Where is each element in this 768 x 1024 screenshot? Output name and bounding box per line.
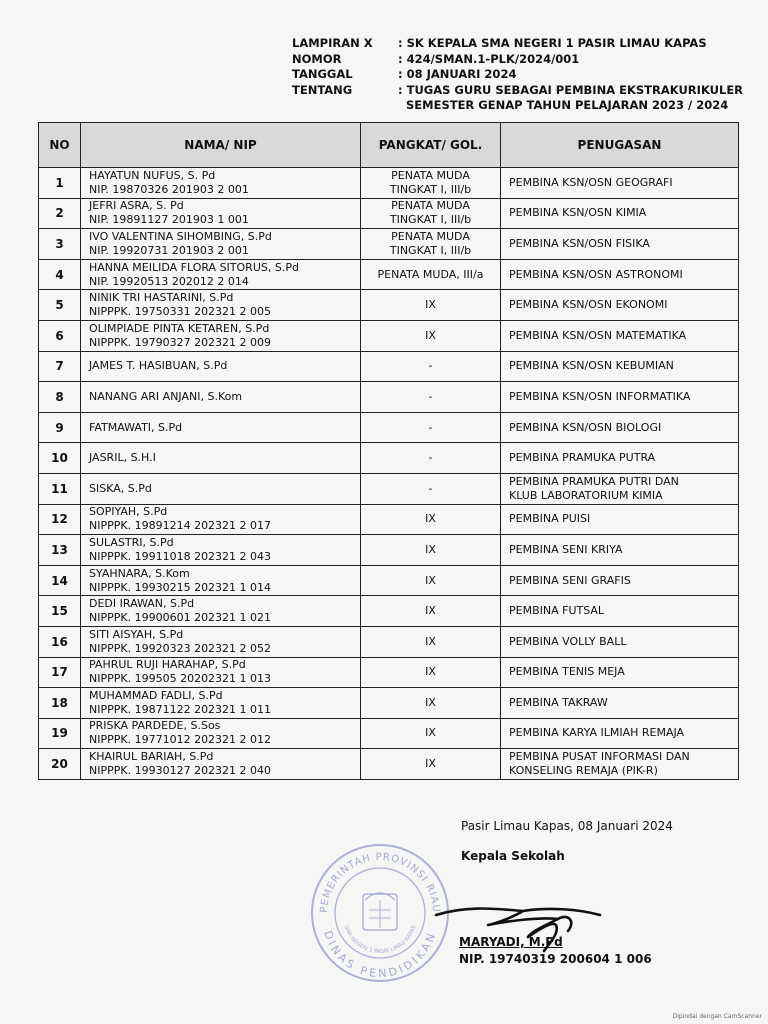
rank-cell (361, 626, 501, 657)
assignment-line-1: PEMBINA KSN/OSN FISIKA (509, 236, 650, 250)
rank-cell (361, 168, 501, 199)
assignment-line-1: PEMBINA KSN/OSN BIOLOGI (509, 420, 662, 434)
table-row (39, 382, 739, 413)
row-number: 18 (39, 688, 81, 719)
row-number: 19 (39, 718, 81, 749)
name-nip-cell (81, 596, 361, 627)
rank-line-1: IX (425, 757, 436, 771)
rank-line-1: - (428, 359, 433, 373)
row-number: 13 (39, 535, 81, 566)
assignment-cell (501, 443, 739, 474)
teacher-name: HANNA MEILIDA FLORA SITORUS, S.Pd (89, 260, 299, 274)
row-number: 10 (39, 443, 81, 474)
table-row (39, 412, 739, 443)
assignment-line-1: PEMBINA KSN/OSN KIMIA (509, 206, 647, 220)
rank-cell (361, 443, 501, 474)
rank-line-1: IX (425, 512, 436, 526)
row-number: 14 (39, 565, 81, 596)
assignment-cell (501, 473, 739, 504)
row-number: 4 (39, 259, 81, 290)
assignment-line-1: PEMBINA VOLLY BALL (509, 634, 627, 648)
name-nip-cell (81, 290, 361, 321)
row-number: 3 (39, 229, 81, 260)
teacher-nip: NIPPPK. 19920323 202321 2 052 (89, 641, 272, 655)
assignment-line-1: PEMBINA TENIS MEJA (509, 665, 625, 679)
header-row-tanggal (292, 67, 738, 83)
assignment-cell (501, 412, 739, 443)
table-row (39, 504, 739, 535)
teacher-name: SOPIYAH, S.Pd (89, 505, 168, 519)
signer-name: MARYADI, M.Pd (459, 935, 563, 949)
document-header (292, 36, 744, 114)
table-row (39, 229, 739, 260)
assignment-line-1: PEMBINA SENI KRIYA (509, 542, 623, 556)
rank-line-1: - (428, 481, 433, 495)
row-number: 7 (39, 351, 81, 382)
teacher-name: SYAHNARA, S.Kom (89, 566, 190, 580)
header-row-lampiran (292, 36, 738, 52)
header-row-nomor (292, 52, 738, 68)
table-row (39, 320, 739, 351)
rank-cell (361, 473, 501, 504)
rank-line-1: PENATA MUDA, III/a (377, 267, 484, 281)
name-nip-cell (81, 229, 361, 260)
assignment-cell (501, 351, 739, 382)
name-nip-cell (81, 565, 361, 596)
header-tentang-continuation: SEMESTER GENAP TAHUN PELAJARAN 2023 / 2024 (406, 98, 729, 112)
column-header-no: NO (39, 123, 81, 168)
table-row (39, 198, 739, 229)
header-value: : SK KEPALA SMA NEGERI 1 PASIR LIMAU KAPAS (398, 36, 707, 50)
name-nip-cell (81, 382, 361, 413)
teacher-name: HAYATUN NUFUS, S. Pd (89, 168, 216, 182)
row-number: 11 (39, 473, 81, 504)
row-number: 16 (39, 626, 81, 657)
rank-cell (361, 596, 501, 627)
assignment-line-1: PEMBINA KSN/OSN ASTRONOMI (509, 267, 683, 281)
assignment-line-1: PEMBINA TAKRAW (509, 695, 608, 709)
teacher-nip: NIP. 19920731 201903 2 001 (89, 243, 249, 257)
name-nip-cell (81, 320, 361, 351)
name-nip-cell (81, 412, 361, 443)
teacher-nip: NIPPPK. 19930215 202321 1 014 (89, 580, 272, 594)
assignment-cell (501, 565, 739, 596)
rank-line-1: IX (425, 328, 436, 342)
assignment-cell (501, 749, 739, 780)
rank-line-1: IX (425, 604, 436, 618)
rank-line-2: TINGKAT I, III/b (389, 243, 472, 257)
teacher-nip: NIP. 19891127 201903 1 001 (89, 213, 249, 227)
rank-cell (361, 198, 501, 229)
teacher-name: SITI AISYAH, S.Pd (89, 627, 184, 641)
assignment-cell (501, 626, 739, 657)
table-header-row (39, 123, 739, 168)
teacher-name: DEDI IRAWAN, S.Pd (89, 597, 195, 611)
name-nip-cell (81, 657, 361, 688)
scanner-watermark: Dipindai dengan CamScanner (672, 1013, 762, 1020)
teacher-nip: NIPPPK. 19900601 202321 1 021 (89, 611, 272, 625)
rank-cell (361, 259, 501, 290)
table-row (39, 626, 739, 657)
assignment-line-1: PEMBINA KARYA ILMIAH REMAJA (509, 726, 685, 740)
teacher-name: JEFRI ASRA, S. Pd (89, 199, 184, 213)
rank-cell (361, 504, 501, 535)
column-header-penugasan: PENUGASAN (501, 123, 739, 168)
teacher-nip: NIPPPK. 19790327 202321 2 009 (89, 335, 272, 349)
rank-cell (361, 229, 501, 260)
assignment-cell (501, 596, 739, 627)
assignment-line-1: PEMBINA KSN/OSN GEOGRAFI (509, 175, 673, 189)
assignment-cell (501, 168, 739, 199)
teacher-name: MUHAMMAD FADLI, S.Pd (89, 688, 223, 702)
name-nip-cell (81, 443, 361, 474)
rank-line-2: TINGKAT I, III/b (389, 213, 472, 227)
assignment-table (38, 122, 739, 780)
teacher-nip: NIPPPK. 19891214 202321 2 017 (89, 519, 272, 533)
table-row (39, 168, 739, 199)
teacher-name: FATMAWATI, S.Pd (89, 420, 183, 434)
header-value: : 08 JANUARI 2024 (398, 67, 517, 81)
column-header-nama-nip: NAMA/ NIP (81, 123, 361, 168)
teacher-name: SISKA, S.Pd (89, 481, 152, 495)
assignment-line-1: PEMBINA SENI GRAFIS (509, 573, 631, 587)
assignment-line-1: PEMBINA KSN/OSN KEBUMIAN (509, 359, 674, 373)
teacher-nip: NIPPPK. 19871122 202321 1 011 (89, 702, 272, 716)
assignment-cell (501, 320, 739, 351)
name-nip-cell (81, 168, 361, 199)
stamp-top-text: PEMERINTAH PROVINSI RIAU (318, 851, 442, 914)
header-row-tentang (292, 82, 744, 99)
teacher-name: OLIMPIADE PINTA KETAREN, S.Pd (89, 321, 270, 335)
rank-cell (361, 657, 501, 688)
row-number: 8 (39, 382, 81, 413)
rank-cell (361, 718, 501, 749)
signer-nip: NIP. 19740319 200604 1 006 (459, 952, 652, 966)
header-label: LAMPIRAN X (292, 36, 373, 50)
rank-cell (361, 412, 501, 443)
teacher-name: KHAIRUL BARIAH, S.Pd (89, 750, 214, 764)
rank-cell (361, 290, 501, 321)
column-header-pangkat: PANGKAT/ GOL. (361, 123, 501, 168)
rank-line-1: PENATA MUDA (391, 229, 470, 243)
header-label: TANGGAL (292, 67, 353, 81)
teacher-name: JASRIL, S.H.I (89, 451, 156, 465)
assignment-cell (501, 229, 739, 260)
assignment-cell (501, 688, 739, 719)
rank-cell (361, 688, 501, 719)
rank-line-1: IX (425, 665, 436, 679)
name-nip-cell (81, 749, 361, 780)
signer-role: Kepala Sekolah (461, 849, 565, 863)
stamp-inner-text: SMA NEGERI 1 PASIR LIMAU KAPAS (342, 924, 418, 956)
rank-line-1: IX (425, 542, 436, 556)
name-nip-cell (81, 626, 361, 657)
table-row (39, 565, 739, 596)
assignment-cell (501, 290, 739, 321)
teacher-nip: NIPPPK. 19930127 202321 2 040 (89, 764, 272, 778)
table-row (39, 718, 739, 749)
assignment-line-2: KONSELING REMAJA (PIK-R) (509, 764, 658, 778)
name-nip-cell (81, 718, 361, 749)
assignment-line-1: PEMBINA KSN/OSN INFORMATIKA (509, 389, 691, 403)
rank-line-1: IX (425, 695, 436, 709)
table-row (39, 290, 739, 321)
row-number: 9 (39, 412, 81, 443)
teacher-name: JAMES T. HASIBUAN, S.Pd (89, 359, 228, 373)
rank-line-1: - (428, 420, 433, 434)
table-row (39, 443, 739, 474)
assignment-line-1: PEMBINA KSN/OSN MATEMATIKA (509, 328, 687, 342)
table-row (39, 259, 739, 290)
rank-cell (361, 749, 501, 780)
stamp-bottom-text: DINAS PENDIDIKAN (321, 929, 439, 981)
teacher-nip: NIP. 19870326 201903 2 001 (89, 182, 249, 196)
rank-cell (361, 382, 501, 413)
place-date: Pasir Limau Kapas, 08 Januari 2024 (461, 819, 673, 833)
rank-line-1: PENATA MUDA (391, 168, 470, 182)
name-nip-cell (81, 198, 361, 229)
assignment-line-1: PEMBINA KSN/OSN EKONOMI (509, 298, 668, 312)
teacher-name: IVO VALENTINA SIHOMBING, S.Pd (89, 229, 272, 243)
row-number: 6 (39, 320, 81, 351)
name-nip-cell (81, 259, 361, 290)
rank-cell (361, 535, 501, 566)
assignment-line-1: PEMBINA PRAMUKA PUTRA (509, 451, 656, 465)
rank-cell (361, 320, 501, 351)
name-nip-cell (81, 535, 361, 566)
assignment-line-1: PEMBINA FUTSAL (509, 604, 605, 618)
table-body (39, 168, 739, 780)
row-number: 5 (39, 290, 81, 321)
teacher-name: SULASTRI, S.Pd (89, 535, 174, 549)
row-number: 17 (39, 657, 81, 688)
table-row (39, 351, 739, 382)
assignment-line-1: PEMBINA PRAMUKA PUTRI DAN (509, 474, 679, 488)
teacher-nip: NIPPPK. 19771012 202321 2 012 (89, 733, 272, 747)
assignment-line-2: KLUB LABORATORIUM KIMIA (509, 488, 663, 502)
teacher-nip: NIPPPK. 199505 20202321 1 013 (89, 672, 272, 686)
row-number: 15 (39, 596, 81, 627)
header-label: NOMOR (292, 51, 342, 66)
header-label: TENTANG (292, 82, 353, 97)
assignment-cell (501, 535, 739, 566)
rank-cell (361, 565, 501, 596)
header-value: : TUGAS GURU SEBAGAI PEMBINA EKSTRAKURIKULER (398, 82, 744, 97)
row-number: 20 (39, 749, 81, 780)
table-row (39, 749, 739, 780)
teacher-nip: NIPPPK. 19750331 202321 2 005 (89, 305, 272, 319)
rank-line-2: TINGKAT I, III/b (389, 182, 472, 196)
table-row (39, 535, 739, 566)
header-value: : 424/SMAN.1-PLK/2024/001 (398, 51, 580, 66)
teacher-name: PAHRUL RUJI HARAHAP, S.Pd (89, 658, 246, 672)
rank-line-1: IX (425, 726, 436, 740)
teacher-name: NINIK TRI HASTARINI, S.Pd (89, 291, 234, 305)
assignment-cell (501, 657, 739, 688)
table-row (39, 688, 739, 719)
name-nip-cell (81, 504, 361, 535)
assignment-cell (501, 382, 739, 413)
teacher-name: NANANG ARI ANJANI, S.Kom (89, 389, 243, 403)
rank-cell (361, 351, 501, 382)
teacher-nip: NIP. 19920513 202012 2 014 (89, 274, 249, 288)
rank-line-1: - (428, 389, 433, 403)
row-number: 2 (39, 198, 81, 229)
assignment-cell (501, 198, 739, 229)
name-nip-cell (81, 473, 361, 504)
table-row (39, 473, 739, 504)
teacher-name: PRISKA PARDEDE, S.Sos (89, 719, 221, 733)
rank-line-1: IX (425, 298, 436, 312)
rank-line-1: IX (425, 634, 436, 648)
assignment-cell (501, 259, 739, 290)
table-row (39, 596, 739, 627)
teacher-nip: NIPPPK. 19911018 202321 2 043 (89, 549, 272, 563)
assignment-line-1: PEMBINA PUISI (509, 512, 591, 526)
assignment-line-1: PEMBINA PUSAT INFORMASI DAN (509, 750, 690, 764)
name-nip-cell (81, 688, 361, 719)
row-number: 12 (39, 504, 81, 535)
rank-line-1: - (428, 451, 433, 465)
name-nip-cell (81, 351, 361, 382)
assignment-cell (501, 718, 739, 749)
table-row (39, 657, 739, 688)
rank-line-1: IX (425, 573, 436, 587)
assignment-cell (501, 504, 739, 535)
row-number: 1 (39, 168, 81, 199)
rank-line-1: PENATA MUDA (391, 199, 470, 213)
